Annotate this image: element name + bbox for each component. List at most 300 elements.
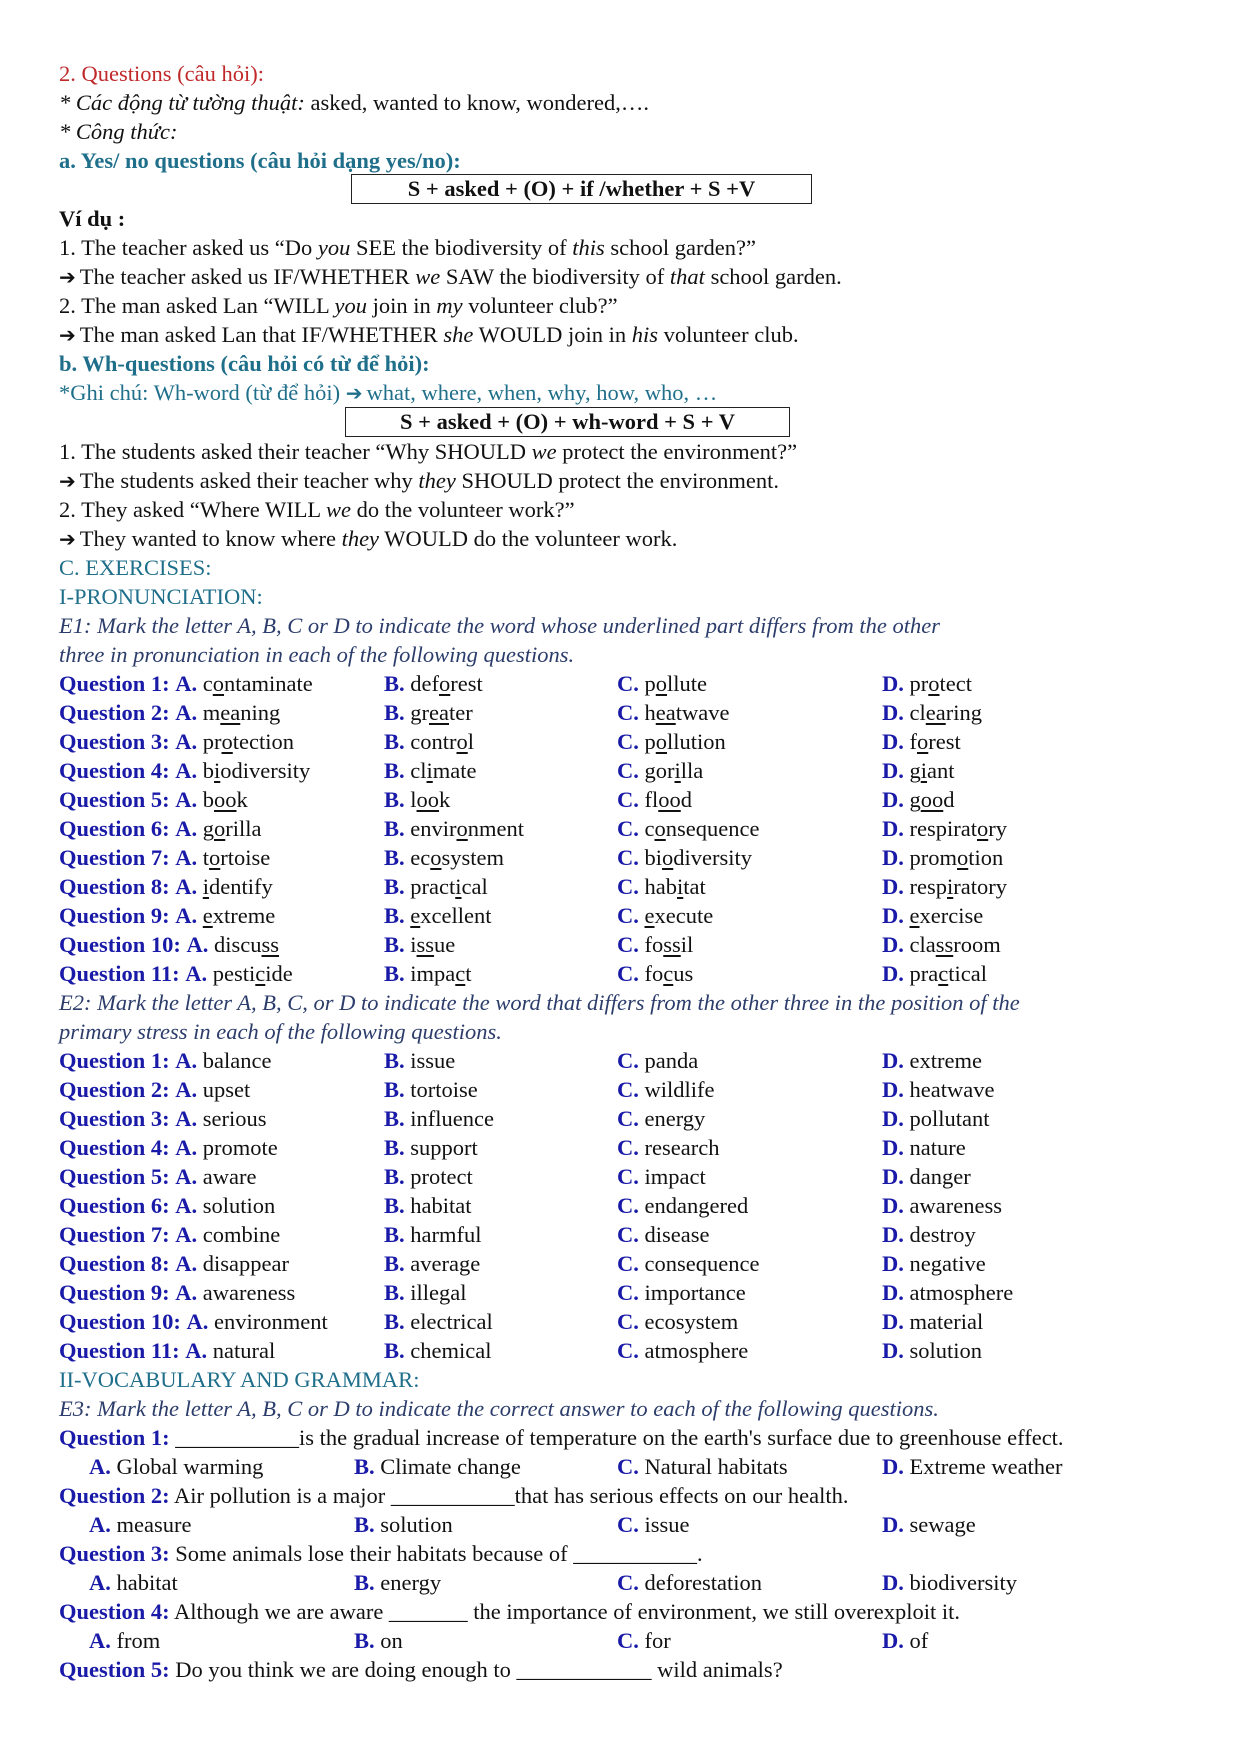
- option-letter: C.: [617, 700, 639, 725]
- option-word: consequence: [644, 1251, 760, 1276]
- option-b: [384, 959, 472, 988]
- option-word: awareness: [909, 1193, 1002, 1218]
- question-number: Question 7:: [59, 1222, 170, 1247]
- option-c: [617, 1075, 714, 1104]
- option-word: Climate change: [380, 1454, 521, 1479]
- option-letter: A.: [175, 1048, 198, 1073]
- yes-no-example-1: 1. The teacher asked us “Do you SEE the biodiversity of this school garden?”: [59, 235, 756, 260]
- option-b: [384, 669, 483, 698]
- vocab-grammar-title: II-VOCABULARY AND GRAMMAR:: [59, 1367, 420, 1392]
- option-letter: B.: [384, 1338, 405, 1363]
- option-word: atmosphere: [909, 1280, 1014, 1305]
- option-word: environment: [410, 816, 524, 841]
- option-word: biodiversity: [202, 758, 311, 783]
- option-c: [617, 756, 703, 785]
- option-letter: D.: [882, 700, 904, 725]
- option-word: book: [202, 787, 248, 812]
- option-word: illegal: [410, 1280, 467, 1305]
- option-letter: B.: [384, 1251, 405, 1276]
- option-letter: D.: [882, 671, 904, 696]
- question-row: [0, 1307, 1241, 1336]
- question-number: Question 9:: [59, 903, 170, 928]
- question-label: [59, 1162, 256, 1191]
- question-text: Some animals lose their habitats because of ___________.: [169, 1541, 703, 1566]
- option-b: [384, 785, 450, 814]
- option-letter: A.: [175, 1106, 198, 1131]
- option-letter: A.: [175, 671, 198, 696]
- option-word: protection: [202, 729, 294, 754]
- question-number: Question 7:: [59, 845, 170, 870]
- option-b: [384, 1249, 480, 1278]
- question-row: [0, 843, 1241, 872]
- wh-example-1: 1. The students asked their teacher “Why SHOULD we protect the environment?”: [59, 439, 798, 464]
- option-letter: C.: [617, 1512, 639, 1537]
- option-d: [882, 727, 961, 756]
- option-word: energy: [380, 1570, 442, 1595]
- option-letter: D.: [882, 903, 904, 928]
- option-b: [384, 1191, 472, 1220]
- option-letter: B.: [354, 1628, 375, 1653]
- option-letter: D.: [882, 816, 904, 841]
- option-word: biodiversity: [909, 1570, 1017, 1595]
- option-word: pollute: [644, 671, 707, 696]
- option-b: [384, 1220, 482, 1249]
- option-word: destroy: [909, 1222, 976, 1247]
- wh-title: b. Wh-questions (câu hỏi có từ để hỏi):: [59, 351, 430, 376]
- option-d: [882, 1220, 976, 1249]
- question-row: [0, 1133, 1241, 1162]
- option-word: practical: [410, 874, 488, 899]
- arrow-right-icon: ➔: [59, 323, 76, 347]
- option-letter: D.: [882, 874, 904, 899]
- wh-result-1: ➔ The students asked their teacher why they SHOULD protect the environment.: [59, 466, 779, 496]
- option-letter: A.: [175, 1280, 198, 1305]
- option-d: [882, 756, 955, 785]
- question-label: [59, 698, 280, 727]
- option-letter: D.: [882, 1309, 904, 1334]
- question-row: [0, 814, 1241, 843]
- option-letter: A.: [186, 932, 209, 957]
- question-row: [0, 1336, 1241, 1365]
- option-letter: D.: [882, 1251, 904, 1276]
- question-number: Question 2:: [59, 700, 170, 725]
- option-letter: C.: [617, 903, 639, 928]
- option-b: [384, 930, 455, 959]
- question-label: [59, 1191, 275, 1220]
- option-c: [617, 727, 726, 756]
- option-word: impact: [644, 1164, 706, 1189]
- option-letter: D.: [882, 845, 904, 870]
- option-b: [384, 698, 473, 727]
- underlined-part: o: [456, 816, 468, 841]
- option-letter: A.: [175, 903, 198, 928]
- option-letter: D.: [882, 1454, 904, 1479]
- example-label: Ví dụ :: [59, 206, 126, 231]
- option-letter: B.: [384, 671, 405, 696]
- option-letter: D.: [882, 1106, 904, 1131]
- option-d: [882, 1104, 990, 1133]
- option-word: atmosphere: [644, 1338, 749, 1363]
- question-number: Question 5:: [59, 1657, 170, 1682]
- option-b: [384, 1104, 494, 1133]
- option-letter: B.: [384, 1077, 405, 1102]
- question-label: [59, 1133, 278, 1162]
- question-label: [59, 1336, 275, 1365]
- e3-options-row: [0, 1452, 1241, 1481]
- option-letter: A.: [175, 700, 198, 725]
- option-d: [882, 1162, 971, 1191]
- option-letter: C.: [617, 1628, 639, 1653]
- e3-options-row: [0, 1568, 1241, 1597]
- yes-no-title: a. Yes/ no questions (câu hỏi dạng yes/no):: [59, 148, 461, 173]
- underlined-part: i: [674, 758, 681, 783]
- option-b: [354, 1452, 521, 1481]
- option-word: classroom: [909, 932, 1001, 957]
- option-letter: B.: [384, 845, 405, 870]
- underlined-part: oo: [416, 787, 440, 812]
- option-word: respiratory: [909, 874, 1007, 899]
- option-letter: A.: [185, 1338, 208, 1363]
- yes-no-result-1: ➔ The teacher asked us IF/WHETHER we SAW the biodiversity of that school garden.: [59, 262, 842, 292]
- question-number: Question 1:: [59, 671, 170, 696]
- question-label: [59, 1104, 267, 1133]
- option-d: [882, 1278, 1013, 1307]
- option-word: impact: [410, 961, 472, 986]
- arrow-right-icon: ➔: [59, 265, 76, 289]
- underlined-part: o: [439, 671, 451, 696]
- e3-instruction: E3: Mark the letter A, B, C or D to indicate the correct answer to each of the following questions.: [59, 1396, 939, 1421]
- option-word: identify: [202, 874, 273, 899]
- option-word: importance: [644, 1280, 746, 1305]
- option-word: heatwave: [909, 1077, 995, 1102]
- option-word: clearing: [909, 700, 982, 725]
- option-d: [882, 901, 983, 930]
- option-letter: B.: [384, 1193, 405, 1218]
- question-number: Question 4:: [59, 1135, 170, 1160]
- yes-no-formula-box: S + asked + (O) + if /whether + S +V: [351, 174, 812, 204]
- option-c: [617, 930, 693, 959]
- option-word: material: [909, 1309, 984, 1334]
- option-letter: C.: [617, 1164, 639, 1189]
- question-label: [59, 1307, 328, 1336]
- option-word: awareness: [202, 1280, 296, 1305]
- option-word: solution: [380, 1512, 453, 1537]
- underlined-part: i: [202, 874, 210, 899]
- underlined-part: e: [909, 903, 920, 928]
- option-letter: C.: [617, 1048, 639, 1073]
- option-c: [617, 1104, 705, 1133]
- option-word: nature: [909, 1135, 966, 1160]
- underlined-part: o: [917, 729, 929, 754]
- e3-options-row: [0, 1626, 1241, 1655]
- option-word: solution: [909, 1338, 983, 1363]
- question-label: [59, 1220, 280, 1249]
- option-word: gorilla: [202, 816, 262, 841]
- question-number: Question 11:: [59, 1338, 180, 1363]
- question-number: Question 2:: [59, 1077, 170, 1102]
- option-word: for: [644, 1628, 671, 1653]
- option-letter: C.: [617, 932, 639, 957]
- option-letter: C.: [617, 1454, 639, 1479]
- option-word: average: [410, 1251, 481, 1276]
- option-letter: C.: [617, 961, 639, 986]
- underlined-part: e: [644, 903, 655, 928]
- question-row: [0, 1191, 1241, 1220]
- option-letter: B.: [384, 1106, 405, 1131]
- underlined-part: ss: [935, 932, 954, 957]
- underlined-part: oo: [920, 787, 944, 812]
- option-b: [384, 756, 477, 785]
- option-letter: B.: [384, 932, 405, 957]
- underlined-part: i: [920, 758, 928, 783]
- question-label: [59, 930, 279, 959]
- option-letter: D.: [882, 1222, 904, 1247]
- option-word: control: [410, 729, 475, 754]
- option-d: [882, 843, 1003, 872]
- option-letter: B.: [384, 1309, 405, 1334]
- option-word: exercise: [909, 903, 984, 928]
- option-word: practical: [909, 961, 987, 986]
- underlined-part: o: [655, 671, 667, 696]
- option-b: [384, 1046, 455, 1075]
- question-row: [0, 756, 1241, 785]
- e1-instruction-line-2: three in pronunciation in each of the following questions.: [59, 642, 575, 667]
- option-letter: D.: [882, 787, 904, 812]
- option-b: [354, 1626, 403, 1655]
- option-c: [617, 1220, 709, 1249]
- underlined-part: ea: [429, 700, 449, 725]
- option-letter: C.: [617, 1338, 639, 1363]
- option-word: on: [380, 1628, 403, 1653]
- section-questions-title: 2. Questions (câu hỏi):: [59, 61, 264, 86]
- e2-instruction-line-2: primary stress in each of the following questions.: [59, 1019, 502, 1044]
- option-word: habitat: [116, 1570, 178, 1595]
- option-word: good: [909, 787, 955, 812]
- option-c: [617, 1626, 671, 1655]
- option-word: wildlife: [644, 1077, 715, 1102]
- question-number: Question 3:: [59, 1106, 170, 1131]
- option-d: [882, 1191, 1002, 1220]
- option-d: [882, 1626, 928, 1655]
- option-word: combine: [202, 1222, 281, 1247]
- e2-instruction-line-1: E2: Mark the letter A, B, C, or D to indicate the word that differs from the other three in the position of the: [59, 990, 1020, 1015]
- option-a: [89, 1568, 178, 1597]
- option-letter: D.: [882, 758, 904, 783]
- option-letter: A.: [89, 1454, 111, 1479]
- option-letter: A.: [175, 1222, 198, 1247]
- question-label: [59, 901, 275, 930]
- option-c: [617, 1133, 719, 1162]
- option-letter: D.: [882, 1512, 904, 1537]
- option-b: [384, 1336, 491, 1365]
- option-word: energy: [644, 1106, 706, 1131]
- option-d: [882, 1452, 1063, 1481]
- question-number: Question 5:: [59, 1164, 170, 1189]
- question-number: Question 8:: [59, 1251, 170, 1276]
- option-word: execute: [644, 903, 714, 928]
- option-letter: D.: [882, 1628, 904, 1653]
- option-letter: C.: [617, 1570, 639, 1595]
- underlined-part: c: [455, 961, 466, 986]
- wh-result-2: ➔ They wanted to know where they WOULD do the volunteer work.: [59, 524, 677, 554]
- option-letter: C.: [617, 1193, 639, 1218]
- option-b: [384, 843, 504, 872]
- wh-note: *Ghi chú: Wh-word (từ để hỏi) ➔ what, where, when, why, how, who, …: [59, 378, 717, 408]
- option-word: ecosystem: [410, 845, 505, 870]
- underlined-part: o: [456, 729, 468, 754]
- exercises-title: C. EXERCISES:: [59, 555, 212, 580]
- option-word: environment: [214, 1309, 328, 1334]
- question-row: [0, 669, 1241, 698]
- question-text: Air pollution is a major ___________that has serious effects on our health.: [169, 1483, 849, 1508]
- option-letter: C.: [617, 1106, 639, 1131]
- option-b: [354, 1510, 453, 1539]
- option-d: [882, 1510, 976, 1539]
- option-word: meaning: [202, 700, 281, 725]
- option-letter: A.: [175, 1164, 198, 1189]
- question-number: Question 1:: [59, 1425, 170, 1450]
- option-letter: C.: [617, 1251, 639, 1276]
- question-number: Question 4:: [59, 758, 170, 783]
- option-letter: A.: [186, 1309, 209, 1334]
- question-label: [59, 727, 294, 756]
- option-word: tortoise: [202, 845, 271, 870]
- option-a: [89, 1626, 160, 1655]
- option-c: [617, 1452, 788, 1481]
- option-word: forest: [909, 729, 961, 754]
- option-word: discuss: [214, 932, 280, 957]
- formula-label: * Công thức:: [59, 119, 178, 144]
- option-b: [384, 727, 474, 756]
- underlined-part: o: [430, 845, 442, 870]
- option-word: excellent: [410, 903, 492, 928]
- option-letter: A.: [175, 845, 198, 870]
- option-letter: B.: [384, 816, 405, 841]
- option-c: [617, 1046, 698, 1075]
- option-b: [354, 1568, 441, 1597]
- option-d: [882, 698, 982, 727]
- yes-no-example-2: 2. The man asked Lan “WILL you join in my volunteer club?”: [59, 293, 618, 318]
- underlined-part: o: [212, 671, 225, 696]
- question-text: Although we are aware _______ the importance of environment, we still overexploit it.: [169, 1599, 961, 1624]
- option-b: [384, 814, 524, 843]
- option-letter: A.: [175, 729, 198, 754]
- e3-options-row: [0, 1510, 1241, 1539]
- question-label: [59, 814, 262, 843]
- underlined-part: i: [455, 874, 462, 899]
- underlined-part: o: [654, 816, 666, 841]
- option-c: [617, 1191, 748, 1220]
- option-letter: D.: [882, 729, 904, 754]
- e1-instruction-line-1: E1: Mark the letter A, B, C or D to indicate the word whose underlined part differs from the other: [59, 613, 940, 638]
- option-word: sewage: [909, 1512, 976, 1537]
- underlined-part: ea: [655, 700, 676, 725]
- option-word: issue: [644, 1512, 690, 1537]
- underlined-part: i: [677, 874, 684, 899]
- option-d: [882, 1568, 1017, 1597]
- option-word: Global warming: [116, 1454, 264, 1479]
- option-letter: D.: [882, 1570, 904, 1595]
- option-letter: D.: [882, 1077, 904, 1102]
- option-word: support: [410, 1135, 478, 1160]
- option-word: climate: [410, 758, 477, 783]
- option-letter: A.: [175, 874, 198, 899]
- question-number: Question 5:: [59, 787, 170, 812]
- option-c: [617, 1249, 759, 1278]
- option-letter: B.: [384, 787, 405, 812]
- option-word: balance: [202, 1048, 272, 1073]
- option-d: [882, 930, 1001, 959]
- question-row: [0, 1278, 1241, 1307]
- option-b: [384, 1307, 493, 1336]
- option-word: deforestation: [644, 1570, 762, 1595]
- arrow-right-icon: ➔: [59, 527, 76, 551]
- option-b: [384, 1133, 478, 1162]
- underlined-part: oo: [658, 787, 681, 812]
- option-d: [882, 959, 987, 988]
- option-word: Natural habitats: [644, 1454, 788, 1479]
- option-letter: A.: [175, 1077, 198, 1102]
- option-word: pesticide: [212, 961, 293, 986]
- option-letter: A.: [175, 787, 198, 812]
- option-word: serious: [202, 1106, 267, 1131]
- option-word: contaminate: [202, 671, 313, 696]
- underlined-part: i: [214, 758, 221, 783]
- option-letter: D.: [882, 1135, 904, 1160]
- option-letter: B.: [384, 874, 405, 899]
- option-word: measure: [116, 1512, 192, 1537]
- option-c: [617, 814, 759, 843]
- option-letter: C.: [617, 1280, 639, 1305]
- question-number: Question 9:: [59, 1280, 170, 1305]
- option-word: tortoise: [410, 1077, 478, 1102]
- option-c: [617, 1336, 748, 1365]
- option-letter: B.: [384, 729, 405, 754]
- option-c: [617, 901, 713, 930]
- option-letter: C.: [617, 845, 639, 870]
- underlined-part: e: [410, 903, 421, 928]
- option-d: [882, 1075, 994, 1104]
- option-letter: B.: [384, 1280, 405, 1305]
- option-letter: B.: [384, 1164, 405, 1189]
- question-label: [59, 669, 313, 698]
- option-d: [882, 872, 1007, 901]
- option-word: aware: [202, 1164, 257, 1189]
- option-d: [882, 814, 1007, 843]
- option-word: Extreme weather: [909, 1454, 1063, 1479]
- option-word: focus: [644, 961, 694, 986]
- option-word: issue: [410, 932, 456, 957]
- option-word: habitat: [644, 874, 706, 899]
- question-number: Question 8:: [59, 874, 170, 899]
- option-word: disease: [644, 1222, 710, 1247]
- option-letter: C.: [617, 787, 639, 812]
- option-word: flood: [644, 787, 692, 812]
- option-a: [89, 1510, 191, 1539]
- option-letter: B.: [384, 1048, 405, 1073]
- pronunciation-title: I-PRONUNCIATION:: [59, 584, 263, 609]
- underlined-part: o: [214, 816, 226, 841]
- option-word: influence: [410, 1106, 494, 1131]
- question-number: Question 10:: [59, 932, 181, 957]
- underlined-part: o: [209, 845, 221, 870]
- option-word: extreme: [909, 1048, 982, 1073]
- question-label: [59, 785, 248, 814]
- option-word: heatwave: [644, 700, 730, 725]
- option-letter: C.: [617, 671, 639, 696]
- option-c: [617, 785, 692, 814]
- option-word: greater: [410, 700, 473, 725]
